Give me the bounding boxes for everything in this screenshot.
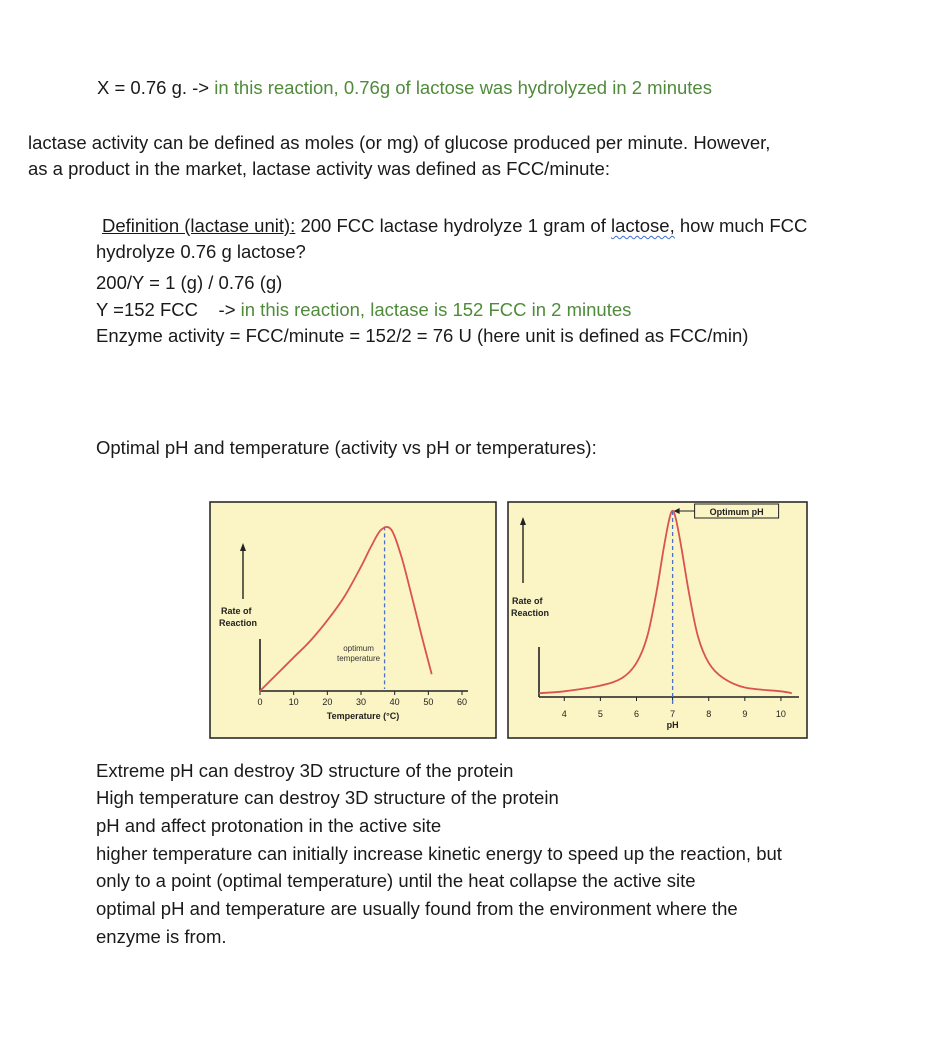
ph-x-tick-label: 6	[633, 709, 640, 719]
ph-x-tick-label: 5	[597, 709, 603, 719]
lactose-word: lactose,	[610, 215, 675, 236]
note-line: only to a point (optimal temperature) until the heat collapse the active site	[96, 870, 696, 891]
temperature-x-tick-label: 30	[355, 697, 367, 707]
ph-y-label-line-1: Rate of	[512, 596, 543, 606]
definition-text-a: 200 FCC lactase hydrolyze 1 gram of	[295, 215, 611, 236]
ph-x-tick-label: 4	[561, 709, 567, 719]
definition-line-4-green: in this reaction, lactase is 152 FCC in 2 minutes	[240, 299, 632, 320]
top-line-green-text: in this reaction, 0.76g of lactose was hydrolyzed in 2 minutes	[214, 77, 712, 98]
temperature-x-tick-label: 0	[257, 697, 263, 707]
top-line-text: X = 0.76 g. ->	[97, 77, 215, 98]
ph-x-tick-label: 8	[706, 709, 712, 719]
optimum-temperature-label-line-2: temperature	[336, 654, 381, 663]
temperature-x-tick-label: 40	[389, 697, 400, 707]
note-line: enzyme is from.	[96, 926, 227, 947]
optimum-temperature-label-line-1: optimum	[343, 644, 374, 653]
definition-line-5: Enzyme activity = FCC/minute = 152/2 = 76 U (here unit is defined as FCC/min)	[96, 325, 749, 346]
ph-x-axis-label: pH	[666, 720, 679, 730]
temperature-x-tick-label: 10	[288, 697, 299, 707]
temperature-x-tick-label: 50	[423, 697, 434, 707]
ph-chart	[507, 501, 808, 739]
note-line: Extreme pH can destroy 3D structure of the protein	[96, 760, 514, 781]
intro-line-1: lactase activity can be defined as moles (or mg) of glucose produced per minute. However,	[28, 132, 771, 153]
top-line	[97, 76, 712, 100]
temperature-x-tick-label: 60	[456, 697, 468, 707]
ph-chart-panel	[508, 502, 807, 738]
ph-x-tick-label: 10	[775, 709, 786, 719]
definition-line-4	[96, 298, 631, 322]
definition-label: Definition (lactase unit):	[102, 215, 296, 236]
temperature-x-tick-label: 20	[322, 697, 333, 707]
note-line: pH and affect protonation in the active site	[96, 815, 442, 836]
ph-y-label-line-2: Reaction	[511, 608, 550, 618]
temperature-y-label-line-2: Reaction	[219, 618, 258, 628]
definition-line-4-text: Y =152 FCC ->	[96, 299, 241, 320]
definition-text-b: how much FCC	[674, 215, 808, 236]
definition-line-2: hydrolyze 0.76 g lactose?	[96, 241, 306, 262]
temperature-x-axis-label: Temperature (°C)	[326, 711, 400, 721]
intro-line-2: as a product in the market, lactase activity was defined as FCC/minute:	[28, 158, 610, 179]
definition-line-3: 200/Y = 1 (g) / 0.76 (g)	[96, 272, 283, 293]
note-line: optimal pH and temperature are usually found from the environment where the	[96, 898, 738, 919]
optimal-heading: Optimal pH and temperature (activity vs pH or temperatures):	[96, 437, 597, 458]
ph-x-tick-label: 9	[742, 709, 748, 719]
ph-x-tick-label: 7	[670, 709, 676, 719]
optimum-ph-label: Optimum pH	[709, 507, 764, 517]
temperature-y-label-line-1: Rate of	[221, 606, 252, 616]
note-line: higher temperature can initially increase kinetic energy to speed up the reaction, but	[96, 843, 782, 864]
definition-line-1	[102, 214, 807, 238]
temperature-chart	[209, 501, 497, 739]
note-line: High temperature can destroy 3D structure of the protein	[96, 787, 559, 808]
